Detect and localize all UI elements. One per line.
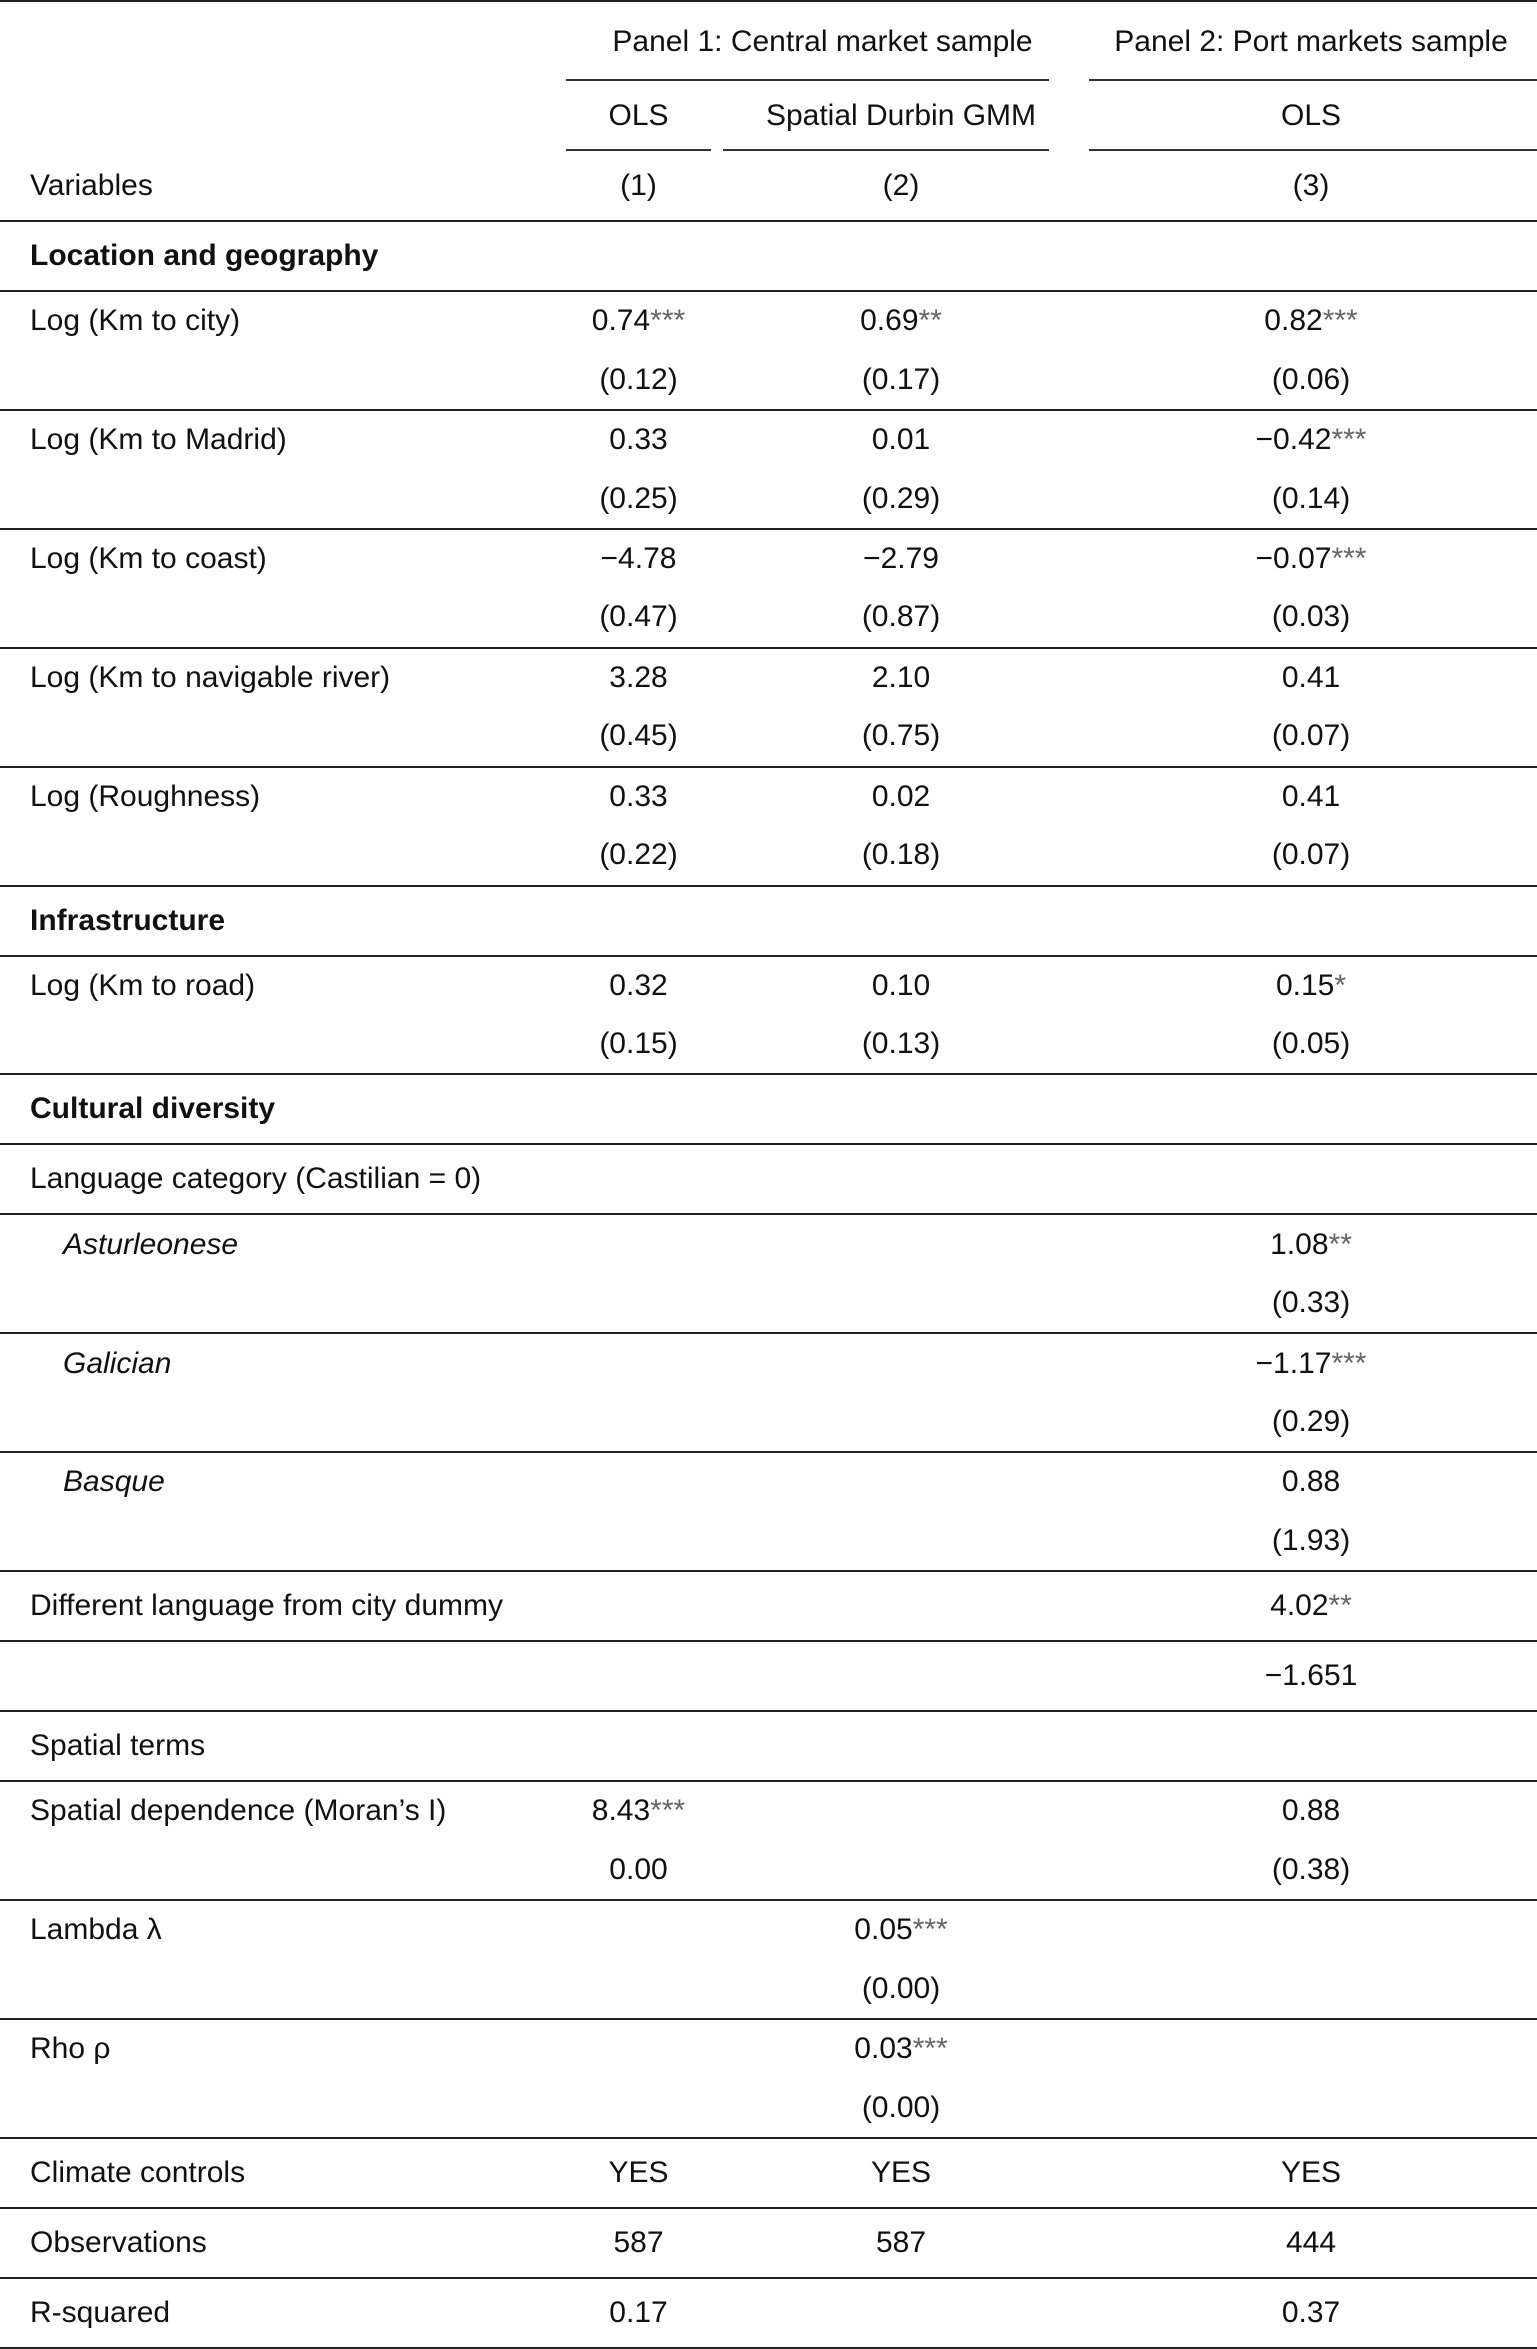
method-col3: OLS <box>1085 81 1537 151</box>
section-location: Location and geography <box>0 221 1537 291</box>
row-language-category: Language category (Castilian = 0) <box>0 1144 1537 1214</box>
section-spatial: Spatial terms <box>0 1711 1537 1781</box>
col-number-2: (2) <box>882 168 920 202</box>
row-lambda: Lambda λ 0.05*** <box>0 1900 1537 1959</box>
row-km-madrid: Log (Km to Madrid) 0.33 0.01 −0.42*** <box>0 410 1537 469</box>
row-diff-language-se: −1.651 <box>0 1641 1537 1711</box>
row-km-river-se: (0.45) (0.75) (0.07) <box>599 719 1351 753</box>
row-km-road: Log (Km to road) 0.32 0.10 0.15* <box>0 956 1537 1015</box>
panel2-header <box>1085 1 1537 81</box>
section-infrastructure-row <box>0 886 1537 956</box>
row-km-coast: Log (Km to coast) −4.78 −2.79 −0.07*** <box>0 529 1537 588</box>
row-r-squared: R-squared 0.17 0.37 <box>0 2278 1537 2348</box>
row-km-madrid-se: (0.25) (0.29) (0.14) <box>599 481 1351 515</box>
panel2-label: Panel 2: Port markets sample <box>1114 24 1508 58</box>
row-rho-se: (0.00) <box>861 2090 941 2124</box>
row-roughness: Log (Roughness) 0.33 0.02 0.41 <box>0 767 1537 826</box>
row-morans: Spatial dependence (Moran’s I) 8.43*** 0.88 <box>0 1781 1537 1840</box>
section-cultural-row <box>0 1074 1537 1144</box>
row-climate: Climate controls YES YES YES <box>0 2138 1537 2208</box>
row-morans-se: 0.00 (0.38) <box>609 1852 1351 1886</box>
header-methods-row <box>0 81 1537 151</box>
col-number-3: (3) <box>1292 168 1330 202</box>
row-basque: Basque 0.88 <box>0 1452 1537 1511</box>
row-asturleonese: Asturleonese 1.08** <box>0 1214 1537 1273</box>
row-km-coast-se: (0.47) (0.87) (0.03) <box>599 600 1351 634</box>
header-panels-row <box>0 1 1537 81</box>
row-km-city: Log (Km to city) 0.74*** 0.69** 0.82*** <box>0 291 1537 350</box>
panel1-header <box>560 1 1085 81</box>
row-asturleonese-se: (0.33) <box>1271 1286 1351 1320</box>
row-observations: Observations 587 587 444 <box>0 2208 1537 2278</box>
row-basque-se: (1.93) <box>1271 1523 1351 1557</box>
method-col1: OLS <box>560 81 717 151</box>
header-variables-row <box>0 151 1537 221</box>
section-infrastructure: Infrastructure <box>0 886 1537 956</box>
row-diff-language: Different language from city dummy 4.02** <box>0 1571 1537 1641</box>
method-col2: Spatial Durbin GMM <box>717 81 1085 151</box>
row-galician: Galician −1.17*** <box>0 1333 1537 1392</box>
panel1-label: Panel 1: Central market sample <box>612 24 1033 58</box>
row-roughness-se: (0.22) (0.18) (0.07) <box>599 838 1351 872</box>
variables-label: Variables <box>30 168 153 202</box>
col-number-1: (1) <box>620 168 657 202</box>
section-cultural: Cultural diversity <box>0 1074 1537 1144</box>
row-km-city-se: (0.12) (0.17) (0.06) <box>599 362 1351 396</box>
row-rho: Rho ρ 0.03*** <box>0 2019 1537 2078</box>
row-lambda-se: (0.00) <box>861 1971 941 2005</box>
section-spatial-row <box>0 1711 1537 1781</box>
row-km-river: Log (Km to navigable river) 3.28 2.10 0.41 <box>0 648 1537 707</box>
row-galician-se: (0.29) <box>1271 1405 1351 1439</box>
row-km-road-se: (0.15) (0.13) (0.05) <box>599 1027 1351 1061</box>
section-location-row <box>0 221 1537 291</box>
